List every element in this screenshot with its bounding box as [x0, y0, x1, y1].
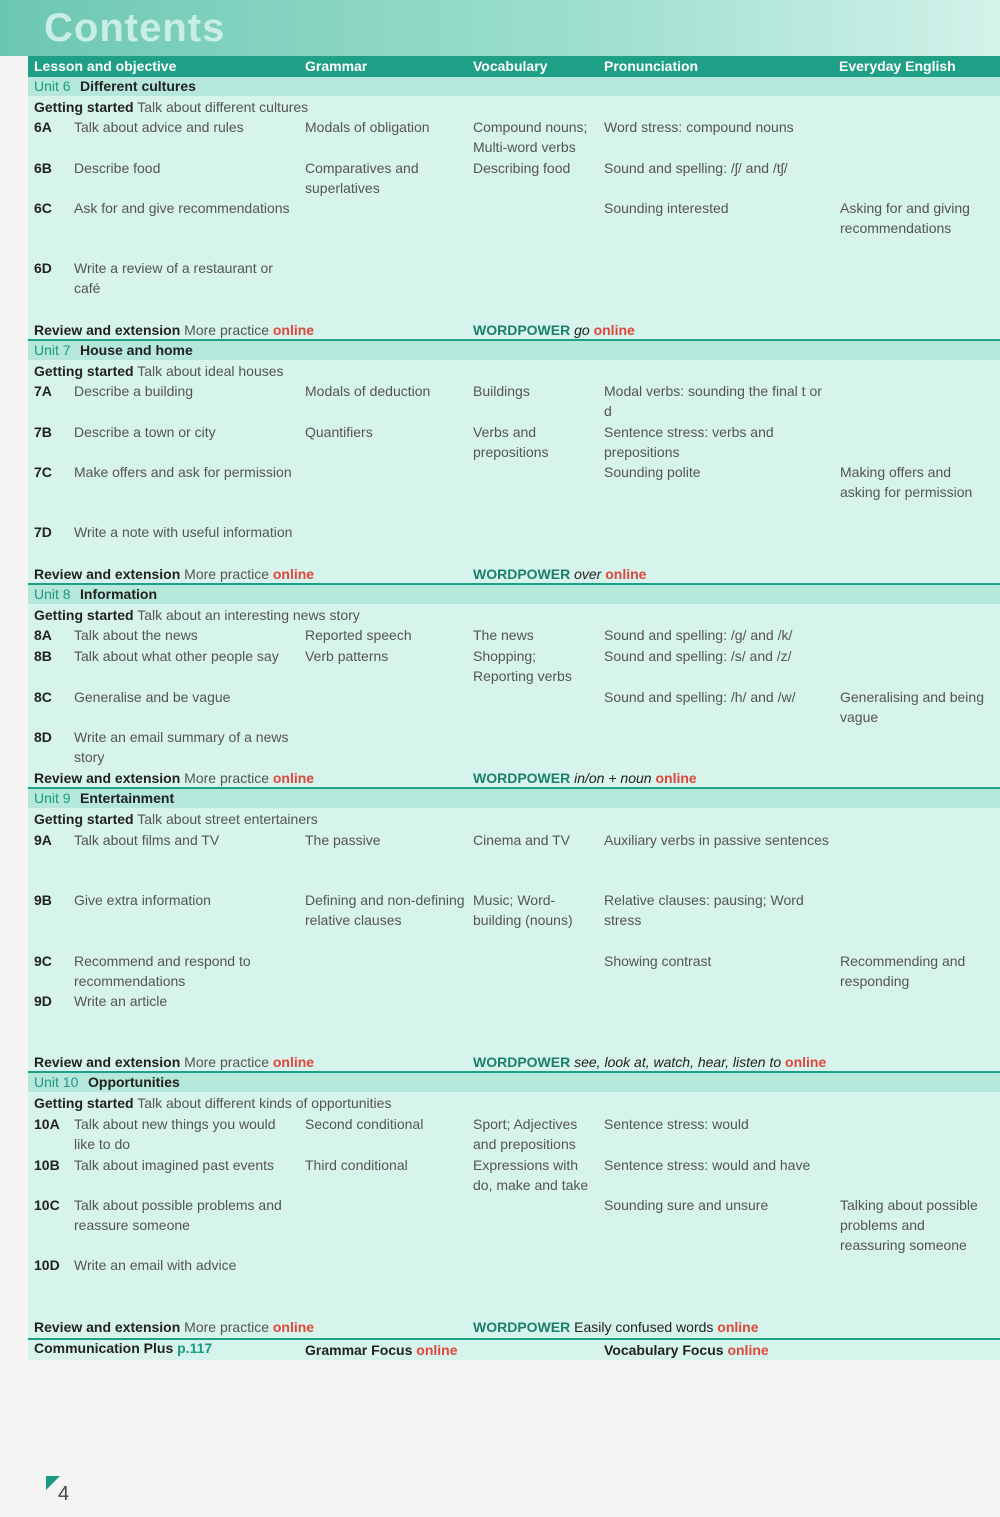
wordpower-row: [473, 768, 993, 788]
lesson-code: 7B: [34, 424, 52, 440]
lesson-code: 10A: [34, 1116, 60, 1132]
wordpower-label: WORDPOWER: [473, 1054, 571, 1070]
review-label: Review and extension: [34, 1319, 181, 1335]
communication-plus-row: [34, 1338, 294, 1358]
vocabulary-cell: Music; Word-building (nouns): [473, 892, 573, 928]
lesson-objective: Talk about new things you would like to do: [74, 1116, 276, 1152]
unit-bar: [28, 787, 1000, 808]
grammar-cell: Second conditional: [305, 1116, 424, 1132]
everyday-english-cell: Generalising and being vague: [840, 689, 984, 725]
wordpower-label: WORDPOWER: [473, 1319, 571, 1335]
everyday-english-cell: Asking for and giving recommendations: [840, 200, 970, 236]
getting-started-label: Getting started: [34, 811, 134, 827]
more-practice-text: More practice: [184, 1054, 269, 1070]
lesson-objective: Talk about imagined past events: [74, 1157, 275, 1173]
review-label: Review and extension: [34, 1054, 181, 1070]
review-extension-row: [34, 1317, 454, 1337]
unit-name: Entertainment: [80, 790, 175, 806]
header-everyday-english: Everyday English: [839, 58, 956, 74]
pronunciation-cell: Sentence stress: would and have: [604, 1157, 811, 1173]
review-label: Review and extension: [34, 770, 181, 786]
pronunciation-cell: Modal verbs: sounding the final t or d: [604, 383, 822, 419]
unit-number: Unit 7: [34, 342, 71, 358]
lesson-code: 6B: [34, 160, 52, 176]
lesson-code: 7D: [34, 524, 52, 540]
getting-started-label: Getting started: [34, 1095, 134, 1111]
more-practice-text: More practice: [184, 566, 269, 582]
getting-started-text: Talk about different kinds of opportunities: [137, 1095, 392, 1111]
vocabulary-cell: Shopping; Reporting verbs: [473, 648, 572, 684]
unit-bar: [28, 1071, 1000, 1092]
pronunciation-cell: Sound and spelling: /ʃ/ and /tʃ/: [604, 160, 788, 176]
lesson-objective: Write a review of a restaurant or café: [74, 260, 273, 296]
getting-started-row: [34, 1093, 634, 1113]
unit-name: Different cultures: [80, 78, 196, 94]
lesson-objective: Talk about what other people say: [74, 648, 279, 664]
pronunciation-cell: Sound and spelling: /g/ and /k/: [604, 627, 793, 643]
pronunciation-cell: Word stress: compound nouns: [604, 119, 794, 135]
header-pronunciation: Pronunciation: [604, 58, 699, 74]
lesson-code: 10B: [34, 1157, 60, 1173]
lesson-objective: Talk about advice and rules: [74, 119, 244, 135]
vocabulary-cell: Cinema and TV: [473, 832, 571, 848]
more-practice-text: More practice: [184, 1319, 269, 1335]
lesson-code: 7A: [34, 383, 52, 399]
online-link[interactable]: online: [272, 1319, 315, 1335]
grammar-cell: Defining and non-defining relative clauses: [305, 892, 465, 928]
lesson-code: 9A: [34, 832, 52, 848]
online-link[interactable]: online: [272, 322, 315, 338]
table-header: [28, 56, 1000, 76]
online-link[interactable]: online: [272, 1054, 315, 1070]
lesson-objective: Talk about films and TV: [74, 832, 220, 848]
getting-started-text: Talk about ideal houses: [137, 363, 284, 379]
lesson-code: 10D: [34, 1257, 60, 1273]
unit-name: House and home: [80, 342, 193, 358]
grammar-cell: Verb patterns: [305, 648, 389, 664]
vocabulary-focus-label: Vocabulary Focus: [604, 1342, 724, 1358]
vocabulary-cell: The news: [473, 627, 534, 643]
wordpower-topic: in/on + noun: [574, 770, 652, 786]
lesson-code: 8A: [34, 627, 52, 643]
lesson-code: 7C: [34, 464, 52, 480]
unit-bar: [28, 339, 1000, 360]
online-link[interactable]: online: [272, 566, 315, 582]
review-extension-row: [34, 768, 454, 788]
wordpower-label: WORDPOWER: [473, 322, 571, 338]
page-title: Contents: [44, 6, 226, 50]
grammar-cell: Quantifiers: [305, 424, 373, 440]
communication-plus-label: Communication Plus: [34, 1340, 174, 1356]
getting-started-text: Talk about an interesting news story: [137, 607, 360, 623]
lesson-code: 6A: [34, 119, 52, 135]
review-extension-row: [34, 564, 454, 584]
wordpower-label: WORDPOWER: [473, 770, 571, 786]
more-practice-text: More practice: [184, 770, 269, 786]
wordpower-topic: see, look at, watch, hear, listen to: [574, 1054, 782, 1070]
vocabulary-cell: Describing food: [473, 160, 571, 176]
review-extension-row: [34, 320, 454, 340]
unit-number: Unit 10: [34, 1074, 79, 1090]
getting-started-text: Talk about different cultures: [137, 99, 309, 115]
grammar-cell: Modals of deduction: [305, 383, 431, 399]
lesson-objective: Describe a town or city: [74, 424, 216, 440]
getting-started-row: [34, 97, 634, 117]
pronunciation-cell: Auxiliary verbs in passive sentences: [604, 832, 829, 848]
lesson-code: 8D: [34, 729, 52, 745]
online-link[interactable]: online: [272, 770, 315, 786]
lesson-objective: Talk about possible problems and reassure someone: [74, 1197, 282, 1233]
lesson-objective: Describe food: [74, 160, 161, 176]
getting-started-row: [34, 361, 634, 381]
getting-started-row: [34, 809, 634, 829]
pronunciation-cell: Sounding sure and unsure: [604, 1197, 769, 1213]
online-link[interactable]: online: [605, 566, 647, 582]
vocabulary-cell: Compound nouns; Multi-word verbs: [473, 119, 588, 155]
getting-started-row: [34, 605, 634, 625]
lesson-code: 6D: [34, 260, 52, 276]
everyday-english-cell: Talking about possible problems and reassuring someone: [840, 1197, 978, 1253]
page-number: 4: [58, 1483, 70, 1505]
online-link[interactable]: online: [416, 1342, 458, 1358]
online-link[interactable]: online: [727, 1342, 769, 1358]
getting-started-label: Getting started: [34, 99, 134, 115]
getting-started-text: Talk about street entertainers: [137, 811, 318, 827]
online-link[interactable]: online: [593, 322, 635, 338]
more-practice-text: More practice: [184, 322, 269, 338]
pronunciation-cell: Sentence stress: would: [604, 1116, 749, 1132]
wordpower-row: [473, 320, 993, 340]
online-link[interactable]: online: [655, 770, 697, 786]
wordpower-label: WORDPOWER: [473, 566, 571, 582]
lesson-objective: Make offers and ask for permission: [74, 464, 292, 480]
communication-plus-page: p.117: [177, 1340, 213, 1356]
lesson-code: 9C: [34, 953, 52, 969]
grammar-cell: Modals of obligation: [305, 119, 430, 135]
wordpower-topic: Easily confused words: [574, 1319, 714, 1335]
lesson-code: 9B: [34, 892, 52, 908]
unit-name: Information: [80, 586, 157, 602]
lesson-objective: Recommend and respond to recommendations: [74, 953, 251, 989]
unit-number: Unit 6: [34, 78, 71, 94]
grammar-cell: Comparatives and superlatives: [305, 160, 419, 196]
lesson-objective: Describe a building: [74, 383, 194, 399]
grammar-cell: Third conditional: [305, 1157, 408, 1173]
lesson-code: 6C: [34, 200, 52, 216]
grammar-cell: Reported speech: [305, 627, 412, 643]
contents-banner: [0, 0, 1000, 56]
lesson-code: 8B: [34, 648, 52, 664]
lesson-objective: Write a note with useful information: [74, 524, 293, 540]
pronunciation-cell: Sentence stress: verbs and prepositions: [604, 424, 774, 460]
wordpower-topic: over: [574, 566, 602, 582]
wordpower-row: [473, 564, 993, 584]
lesson-objective: Generalise and be vague: [74, 689, 231, 705]
pronunciation-cell: Sound and spelling: /s/ and /z/: [604, 648, 792, 664]
unit-name: Opportunities: [88, 1074, 180, 1090]
lesson-objective: Write an email with advice: [74, 1257, 237, 1273]
lesson-code: 8C: [34, 689, 52, 705]
pronunciation-cell: Sound and spelling: /h/ and /w/: [604, 689, 796, 705]
lesson-objective: Write an email summary of a news story: [74, 729, 289, 765]
wordpower-row: [473, 1317, 993, 1337]
header-lesson: Lesson and objective: [34, 58, 177, 74]
header-vocabulary: Vocabulary: [473, 58, 548, 74]
grammar-focus-row: [305, 1340, 555, 1360]
pronunciation-cell: Sounding interested: [604, 200, 729, 216]
unit-number: Unit 8: [34, 586, 71, 602]
unit-bar: [28, 75, 1000, 96]
online-link[interactable]: online: [785, 1054, 827, 1070]
lesson-objective: Ask for and give recommendations: [74, 200, 290, 216]
vocabulary-cell: Buildings: [473, 383, 530, 399]
everyday-english-cell: Recommending and responding: [840, 953, 966, 989]
lesson-code: 9D: [34, 993, 52, 1009]
grammar-focus-label: Grammar Focus: [305, 1342, 413, 1358]
vocabulary-focus-row: [604, 1340, 904, 1360]
wordpower-row: [473, 1052, 993, 1072]
review-extension-row: [34, 1052, 454, 1072]
review-label: Review and extension: [34, 566, 181, 582]
review-label: Review and extension: [34, 322, 181, 338]
getting-started-label: Getting started: [34, 363, 134, 379]
vocabulary-cell: Sport; Adjectives and prepositions: [473, 1116, 578, 1152]
online-link[interactable]: online: [717, 1319, 759, 1335]
everyday-english-cell: Making offers and asking for permission: [840, 464, 973, 500]
grammar-cell: The passive: [305, 832, 381, 848]
vocabulary-cell: Verbs and prepositions: [473, 424, 549, 460]
unit-number: Unit 9: [34, 790, 71, 806]
pronunciation-cell: Sounding polite: [604, 464, 701, 480]
wordpower-topic: go: [574, 322, 590, 338]
pronunciation-cell: Relative clauses: pausing; Word stress: [604, 892, 804, 928]
lesson-objective: Write an article: [74, 993, 168, 1009]
pronunciation-cell: Showing contrast: [604, 953, 712, 969]
header-grammar: Grammar: [305, 58, 368, 74]
vocabulary-cell: Expressions with do, make and take: [473, 1157, 589, 1193]
lesson-code: 10C: [34, 1197, 60, 1213]
lesson-objective: Talk about the news: [74, 627, 198, 643]
getting-started-label: Getting started: [34, 607, 134, 623]
lesson-objective: Give extra information: [74, 892, 211, 908]
unit-bar: [28, 583, 1000, 604]
